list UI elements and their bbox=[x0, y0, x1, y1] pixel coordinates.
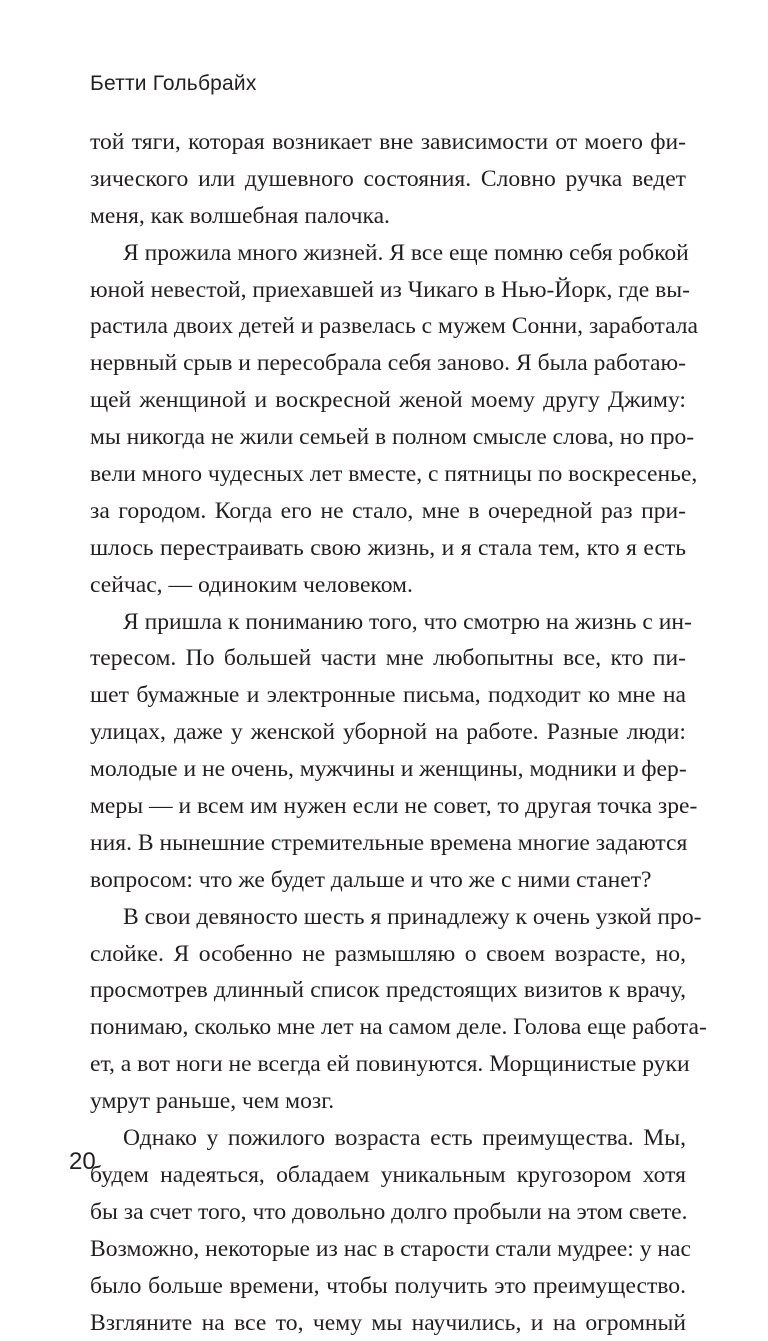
text-line: юной невестой, приехавшей из Чикаго в Нью-Йорк, где вы- bbox=[90, 272, 686, 309]
text-line: шлось перестраивать свою жизнь, и я стала тем, кто я есть bbox=[90, 530, 686, 567]
text-line: зического или душевного состояния. Словно ручка ведет bbox=[90, 161, 686, 198]
text-line: бы за счет того, что довольно долго пробыли на этом свете. bbox=[90, 1194, 686, 1231]
text-line: нервный срыв и пересобрала себя заново. Я была работаю- bbox=[90, 345, 686, 382]
text-line: тересом. По большей части мне любопытны все, кто пи- bbox=[90, 640, 686, 677]
text-line: вели много чудесных лет вместе, с пятницы по воскресенье, bbox=[90, 456, 686, 493]
text-line: В свои девяносто шесть я принадлежу к очень узкой про- bbox=[90, 899, 686, 936]
text-line: умрут раньше, чем мозг. bbox=[90, 1083, 686, 1120]
text-line: слойке. Я особенно не размышляю о своем возрасте, но, bbox=[90, 936, 686, 973]
text-line: будем надеяться, обладаем уникальным кругозором хотя bbox=[90, 1157, 686, 1194]
text-line: меры — и всем им нужен если не совет, то другая точка зре- bbox=[90, 788, 686, 825]
text-line: Однако у пожилого возраста есть преимущества. Мы, bbox=[90, 1120, 686, 1157]
text-line: сейчас, — одиноким человеком. bbox=[90, 567, 686, 604]
text-line: меня, как волшебная палочка. bbox=[90, 198, 686, 235]
text-line: ет, а вот ноги не всегда ей повинуются. Морщинистые руки bbox=[90, 1046, 686, 1083]
text-line: просмотрев длинный список предстоящих визитов к врачу, bbox=[90, 972, 686, 1009]
text-line: Я прожила много жизней. Я все еще помню себя робкой bbox=[90, 235, 686, 272]
running-head: Бетти Гольбрайх bbox=[90, 72, 257, 96]
text-line: было больше времени, чтобы получить это преимущество. bbox=[90, 1268, 686, 1305]
text-line: щей женщиной и воскресной женой моему другу Джиму: bbox=[90, 382, 686, 419]
text-line: шет бумажные и электронные письма, подходит ко мне на bbox=[90, 677, 686, 714]
text-line: за городом. Когда его не стало, мне в очередной раз при- bbox=[90, 493, 686, 530]
text-line: ния. В нынешние стремительные времена многие задаются bbox=[90, 825, 686, 862]
text-line: той тяги, которая возникает вне зависимости от моего фи- bbox=[90, 124, 686, 161]
text-line: Возможно, некоторые из нас в старости стали мудрее: у нас bbox=[90, 1231, 686, 1268]
text-line: Взгляните на все то, чему мы научились, и на огромный bbox=[90, 1305, 686, 1341]
text-line: мы никогда не жили семьей в полном смысле слова, но про- bbox=[90, 419, 686, 456]
text-line: понимаю, сколько мне лет на самом деле. Голова еще работа- bbox=[90, 1009, 686, 1046]
text-line: Я пришла к пониманию того, что смотрю на жизнь с ин- bbox=[90, 604, 686, 641]
text-line: растила двоих детей и развелась с мужем Сонни, заработала bbox=[90, 308, 686, 345]
body-text bbox=[90, 124, 686, 1341]
text-line: улицах, даже у женской уборной на работе. Разные люди: bbox=[90, 714, 686, 751]
text-line: вопросом: что же будет дальше и что же с ними станет? bbox=[90, 862, 686, 899]
page-number: 20 bbox=[69, 1148, 96, 1176]
text-line: молодые и не очень, мужчины и женщины, модники и фер- bbox=[90, 751, 686, 788]
